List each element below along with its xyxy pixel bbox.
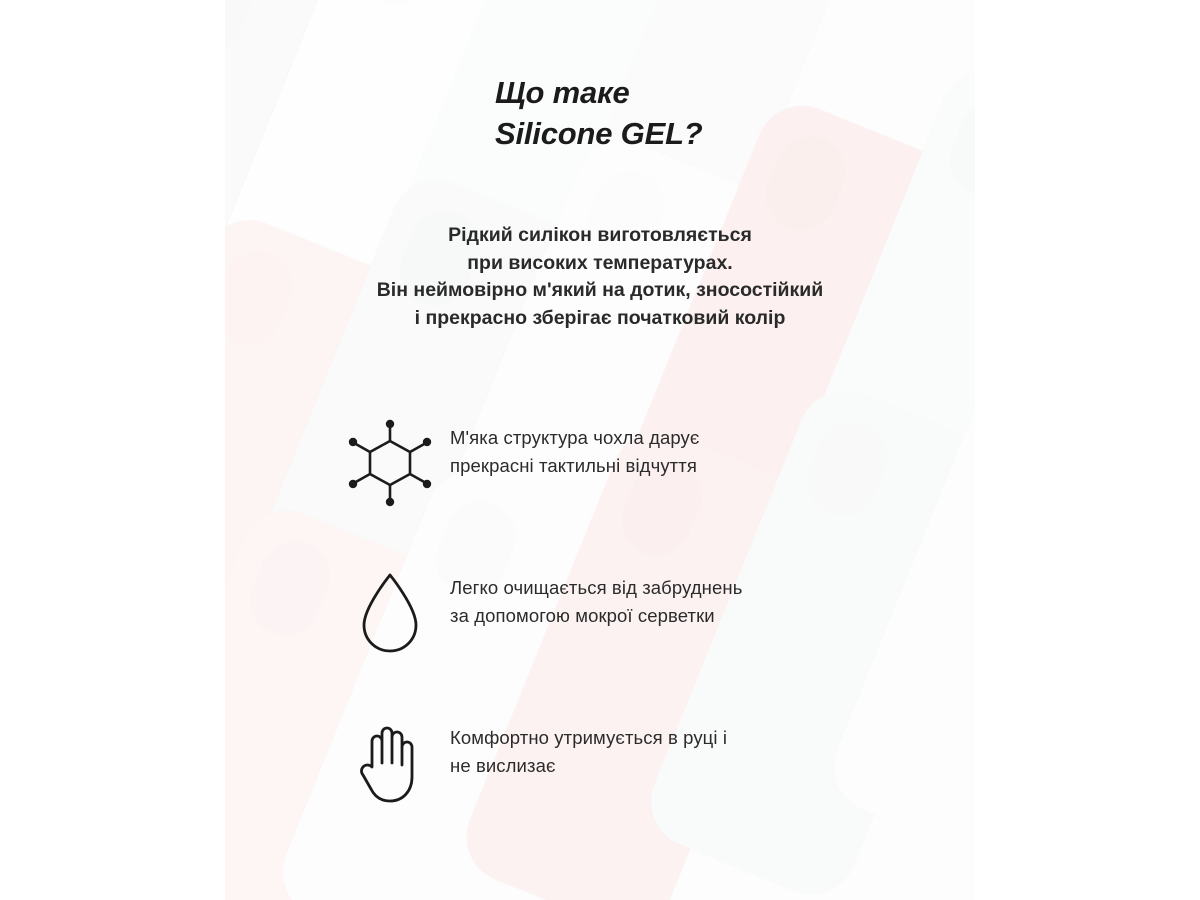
feature-text — [450, 558, 742, 630]
feature-list — [330, 408, 950, 858]
feature-item — [330, 558, 950, 708]
feature-item — [330, 408, 950, 558]
subtitle-line-2: при високих температурах. — [467, 251, 733, 274]
feature-text-line-2: не вислизає — [450, 754, 556, 776]
title-line-2: Silicone GEL? — [495, 116, 703, 152]
infographic-content — [225, 0, 975, 900]
infographic-canvas — [225, 0, 975, 900]
feature-text — [450, 408, 699, 480]
feature-item — [330, 708, 950, 858]
hand-icon — [330, 708, 450, 818]
feature-text-line-1: М'яка структура чохла дарує — [450, 427, 700, 448]
feature-text-line-1: Легко очищається від забруднень — [450, 577, 743, 598]
feature-text-line-2: прекрасні тактильні відчуття — [450, 454, 697, 476]
subtitle-block — [300, 222, 900, 333]
feature-text-line-1: Комфортно утримується в руці і — [450, 727, 728, 748]
subtitle-line-3: Він неймовірно м'який на дотик, зносостійкий — [376, 279, 824, 302]
subtitle-line-1: Рідкий силікон виготовляється — [448, 224, 752, 246]
feature-text — [450, 708, 727, 780]
subtitle-line-4: і прекрасно зберігає початковий колір — [414, 307, 786, 330]
page-title — [495, 72, 935, 154]
feature-text-line-2: за допомогою мокрої серветки — [450, 604, 715, 626]
title-line-1: Що таке — [495, 75, 630, 110]
molecule-icon — [330, 408, 450, 518]
water-drop-icon — [330, 558, 450, 668]
